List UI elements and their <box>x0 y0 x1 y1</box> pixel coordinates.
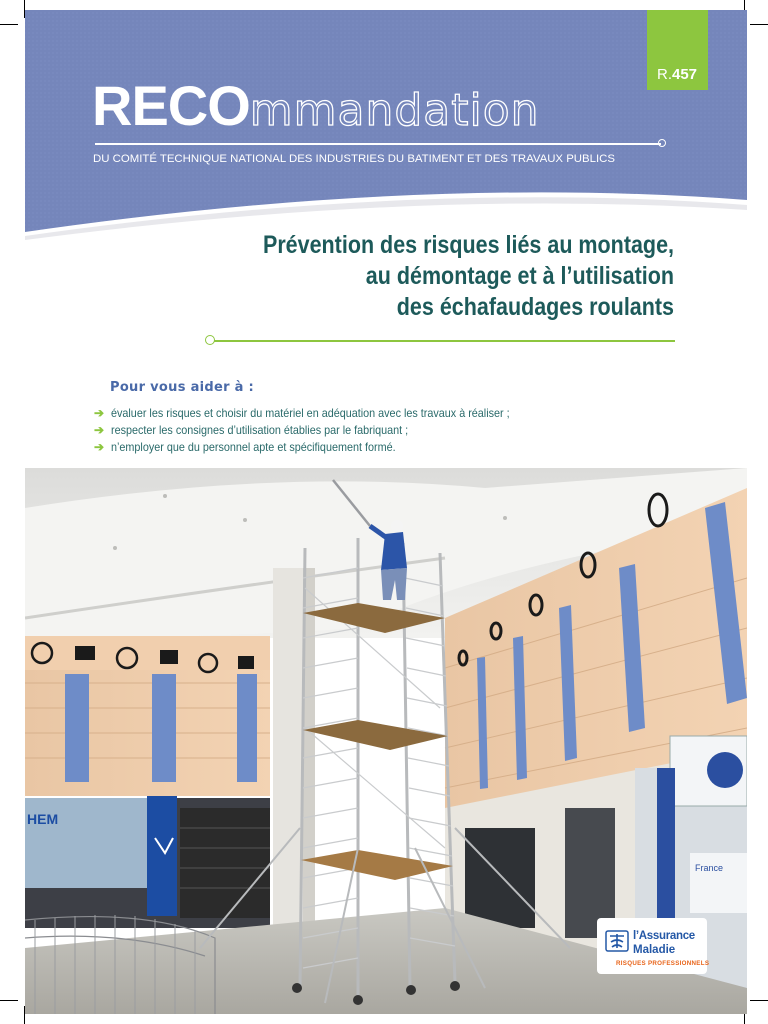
title-line: au démontage et à l’utilisation <box>365 262 674 290</box>
list-item: ➔ n’employer que du personnel apte et spécifiquement formé. <box>94 440 396 454</box>
arrow-right-icon: ➔ <box>94 406 105 420</box>
brand-underline <box>95 143 661 145</box>
help-heading: Pour vous aider à : <box>110 380 255 395</box>
brand-title-light: mmandation <box>249 85 540 136</box>
help-list <box>94 405 554 456</box>
brand-underline-dot <box>658 139 666 147</box>
logo-text-line3: RISQUES PROFESSIONNELS <box>616 960 710 967</box>
logo-text-line2: Maladie <box>633 944 676 956</box>
list-item: ➔ évaluer les risques et choisir du matériel en adéquation avec les travaux à réaliser ; <box>94 406 510 420</box>
crop-mark-br-h <box>750 1000 768 1001</box>
list-item: ➔ respecter les consignes d’utilisation établies par le fabriquant ; <box>94 423 409 437</box>
logo-text-line1: l’Assurance <box>633 930 695 942</box>
assurance-maladie-emblem-icon <box>604 928 630 954</box>
title-line: Prévention des risques liés au montage, <box>262 231 674 259</box>
title-divider-dot <box>205 335 215 345</box>
arrow-right-icon: ➔ <box>94 440 105 454</box>
title-line: des échafaudages roulants <box>396 293 674 321</box>
brand-title <box>92 74 540 137</box>
committee-subtitle: DU COMITÉ TECHNIQUE NATIONAL DES INDUSTRIES DU BATIMENT ET DES TRAVAUX PUBLICS <box>93 153 615 165</box>
crop-mark-bl-h <box>0 1000 18 1001</box>
document-title <box>227 230 674 323</box>
brand-title-bold: RECO <box>92 74 250 137</box>
arrow-right-icon: ➔ <box>94 423 105 437</box>
reference-number: R.457 <box>657 66 698 83</box>
kiosk-label: France <box>695 863 724 873</box>
title-divider <box>211 340 675 342</box>
store-sign: HEM <box>27 811 59 827</box>
